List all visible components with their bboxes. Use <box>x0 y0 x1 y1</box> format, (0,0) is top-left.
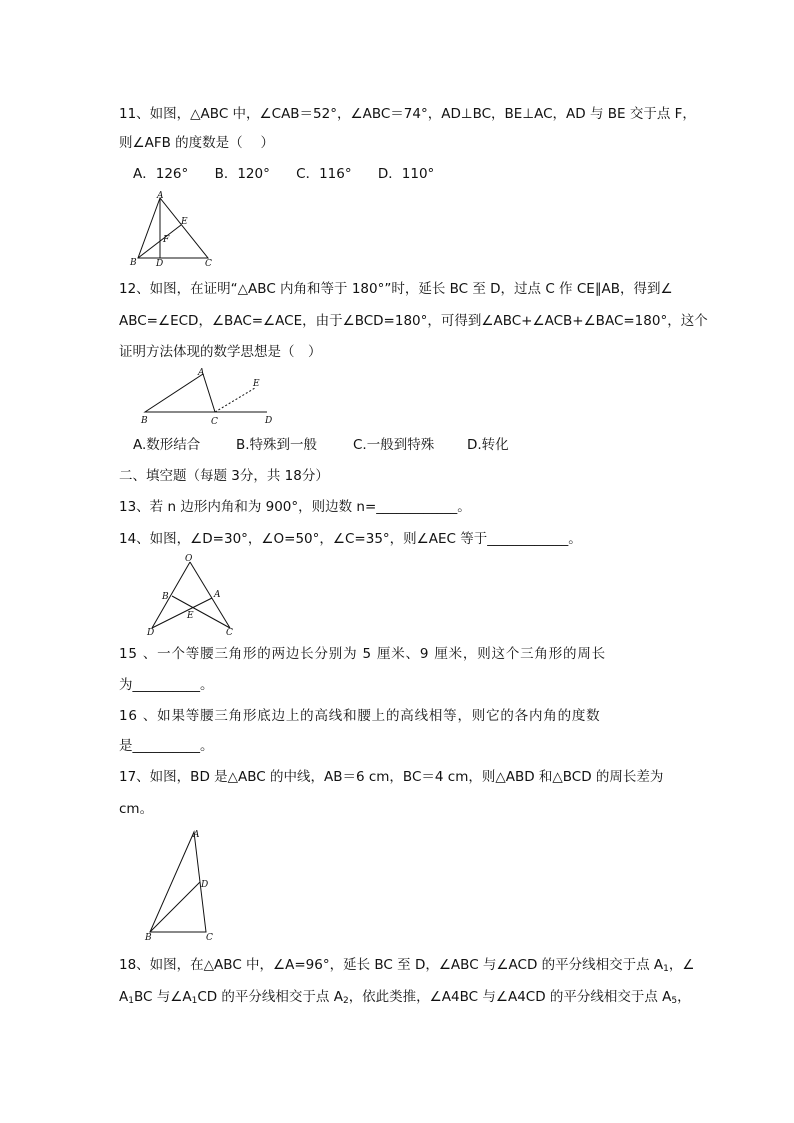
q17-label-c: C <box>206 933 213 943</box>
q13 <box>119 498 471 516</box>
q14-answer-blank[interactable]: ____________ <box>487 531 569 547</box>
q16-answer-blank[interactable]: __________ <box>132 738 200 754</box>
q17-line1: 17、如图，BD 是△ABC 的中线，AB＝6 cm，BC＝4 cm，则△ABD 和△BCD 的周长差为 <box>119 769 664 785</box>
q12-option-d[interactable]: D.转化 <box>467 437 509 453</box>
q15-end: 。 <box>200 677 214 693</box>
q15-answer-blank[interactable]: __________ <box>132 677 200 693</box>
q11-label-e: E <box>181 217 188 227</box>
q12-label-c: C <box>211 417 218 427</box>
q18-line2-c: CD 的平分线相交于点 A <box>197 989 343 1005</box>
q11-option-d[interactable]: D．110° <box>377 166 435 182</box>
q17-label-d: D <box>201 880 209 890</box>
q18-line2-a: A <box>119 989 129 1005</box>
q16-prefix: 是 <box>119 738 133 754</box>
q11-label-f: F <box>163 235 170 245</box>
q12-label-d: D <box>265 416 273 426</box>
q12-option-c[interactable]: C.一般到特殊 <box>353 437 435 453</box>
q11-label-d: D <box>156 259 164 269</box>
q14-label-e: E <box>187 611 194 621</box>
q11-option-b[interactable]: B．120° <box>214 166 270 182</box>
q18-line2-b: BC 与∠A <box>133 989 192 1005</box>
q18-line2 <box>119 988 691 1010</box>
q13-text: 13、若 n 边形内角和为 900°，则边数 n= <box>119 499 377 515</box>
q14-label-b: B <box>162 592 169 602</box>
q14-line-oc <box>190 562 230 628</box>
q14-label-o: O <box>185 554 193 564</box>
q16-end: 。 <box>200 738 214 754</box>
q16-line2 <box>119 737 214 755</box>
q11-label-a: A <box>157 191 164 201</box>
q11-label-b: B <box>130 258 137 268</box>
q12-options <box>133 436 509 454</box>
q14-line-bc <box>172 596 230 628</box>
q16-line1: 16 、如果等腰三角形底边上的高线和腰上的高线相等，则它的各内角的度数 <box>119 708 601 724</box>
q11-triangle-figure <box>128 190 218 270</box>
q11-line2: 则∠AFB 的度数是（ ） <box>119 135 274 151</box>
q12-label-a: A <box>198 368 205 378</box>
q15-prefix: 为 <box>119 677 133 693</box>
section-heading: 二、填空题（每题 3分，共 18分） <box>119 468 329 484</box>
q18-sub-2: 1 <box>128 996 134 1006</box>
q14-figure <box>142 552 242 636</box>
q18-line1 <box>119 956 695 978</box>
q18-line2-end: ， <box>677 989 691 1005</box>
q18-line1-text: 18、如图，在△ABC 中，∠A=96°，延长 BC 至 D，∠ABC 与∠ACD 的平分线相交于点 A <box>119 957 664 973</box>
q14-end: 。 <box>568 531 582 547</box>
q14-text: 14、如图，∠D=30°，∠O=50°，∠C=35°，则∠AEC 等于 <box>119 531 488 547</box>
q17-triangle-figure <box>140 826 220 944</box>
q12-label-b: B <box>141 416 148 426</box>
q12-triangle-figure <box>135 364 285 428</box>
q12-parallel-ce <box>215 388 255 412</box>
q12-line1: 12、如图，在证明“△ABC 内角和等于 180°”时，延长 BC 至 D，过点 C 作 CE∥AB，得到∠ <box>119 281 673 297</box>
q12-triangle-abc <box>145 374 215 412</box>
q17-label-b: B <box>145 933 152 943</box>
q15-line2 <box>119 676 214 694</box>
q12-line2: ABC=∠ECD，∠BAC=∠ACE，由于∠BCD=180°，可得到∠ABC+∠ACB+∠BAC=180°，这个 <box>119 313 708 329</box>
q18-sub-4: 2 <box>342 996 349 1006</box>
q18-line1-end: ，∠ <box>668 957 695 973</box>
q13-answer-blank[interactable]: ____________ <box>376 499 458 515</box>
q12-line3: 证明方法体现的数学思想是（ ） <box>119 344 322 360</box>
q15-line1: 15 、一个等腰三角形的两边长分别为 5 厘米、9 厘米，则这个三角形的周长 <box>119 646 606 662</box>
q11-option-c[interactable]: C．116° <box>296 166 352 182</box>
q11-options <box>133 165 456 183</box>
q14-label-d: D <box>147 628 155 636</box>
q12-option-b[interactable]: B.特殊到一般 <box>236 437 318 453</box>
q17-label-a: A <box>193 830 200 840</box>
q13-end: 。 <box>457 499 471 515</box>
q12-label-e: E <box>253 379 260 389</box>
q11-option-a[interactable]: A．126° <box>133 166 189 182</box>
q17-line2: cm。 <box>119 801 154 817</box>
q11-triangle-abc <box>138 198 208 258</box>
q11-line1: 11、如图，△ABC 中，∠CAB＝52°，∠ABC＝74°，AD⊥BC，BE⊥AC，AD 与 BE 交于点 F， <box>119 106 696 122</box>
q18-sub-1: 1 <box>663 964 669 974</box>
q12-option-a[interactable]: A.数形结合 <box>133 437 201 453</box>
q14 <box>119 530 582 548</box>
q17-median-bd <box>150 882 200 932</box>
q14-label-c: C <box>226 628 233 636</box>
q17-triangle-abc <box>150 832 209 932</box>
q11-label-c: C <box>205 259 212 269</box>
q14-label-a: A <box>214 590 221 600</box>
q18-sub-5: 5 <box>671 996 678 1006</box>
q18-line2-d: ，依此类推，∠A4BC 与∠A4CD 的平分线相交于点 A <box>348 989 672 1005</box>
q18-sub-3: 1 <box>191 996 198 1006</box>
